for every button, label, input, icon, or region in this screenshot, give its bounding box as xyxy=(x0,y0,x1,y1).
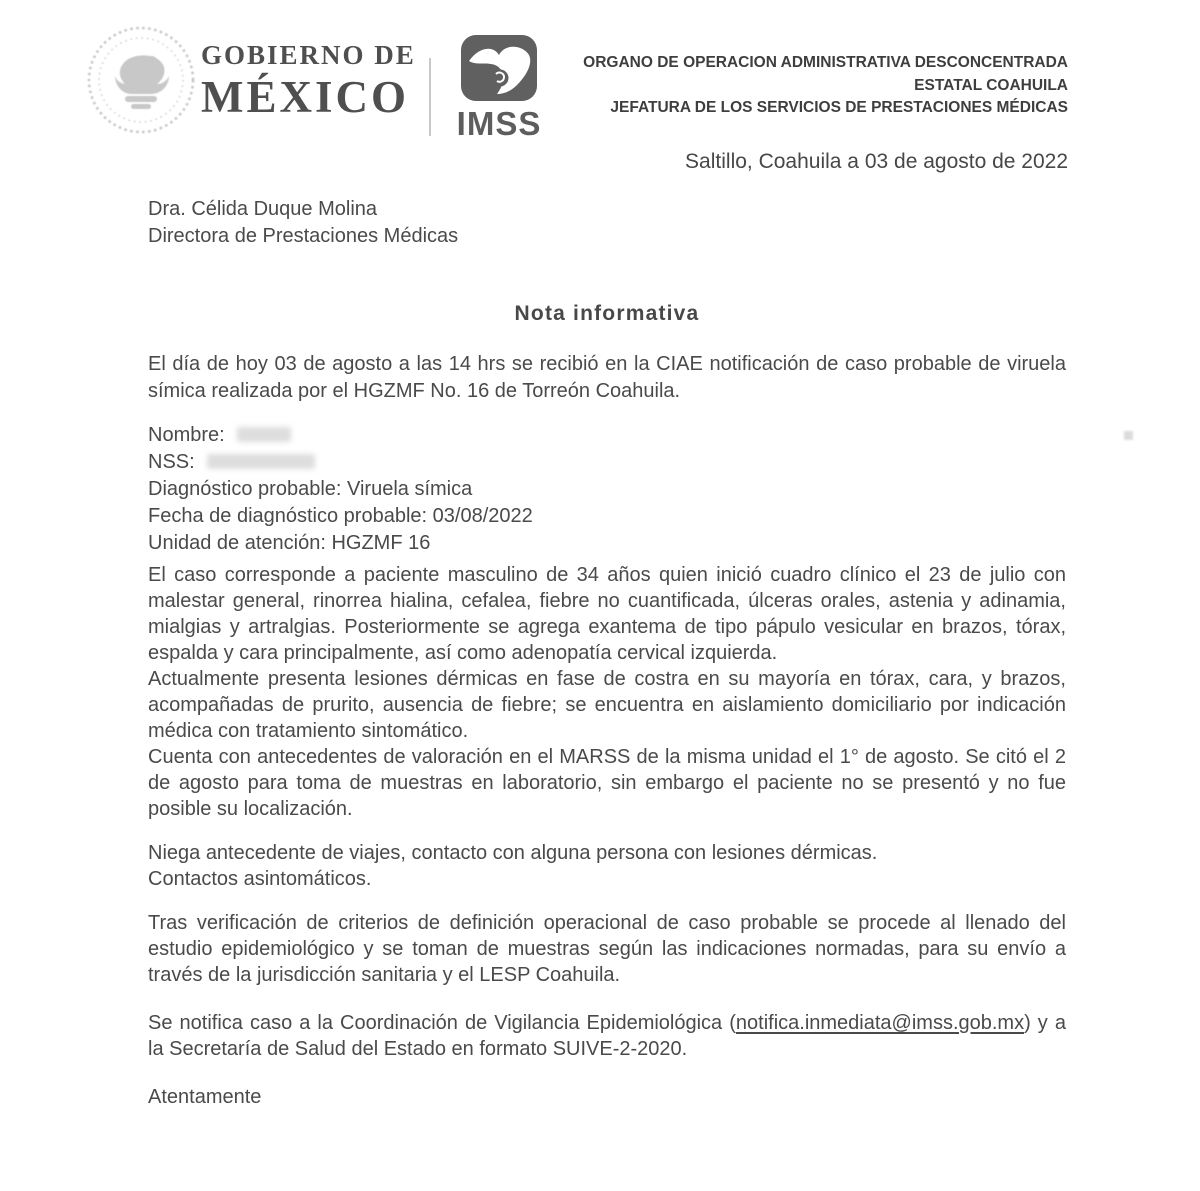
paragraph-niega: Niega antecedente de viajes, contacto con alguna persona con lesiones dérmicas. xyxy=(148,842,878,864)
brand-line1: GOBIERNO DE xyxy=(201,40,416,70)
field-diagnostico: Diagnóstico probable: Viruela símica xyxy=(148,478,473,500)
verification-block xyxy=(148,910,1066,988)
org-line-2: ESTATAL COAHUILA xyxy=(914,76,1068,94)
letter-body xyxy=(148,0,1066,1110)
redacted-nss-number xyxy=(207,454,315,469)
field-label-nss: NSS: xyxy=(148,451,195,473)
antecedents-block xyxy=(148,840,1066,892)
paragraph-actualmente: Actualmente presenta lesiones dérmicas en fase de costra en su mayoría en tórax, cara, y brazos, acompañadas de prurito, ausencia de fiebre; se encuentra en aislamiento domiciliario por indicación médica con tratamiento sintomático. xyxy=(148,668,1066,742)
field-unidad-atencion: Unidad de atención: HGZMF 16 xyxy=(148,532,431,554)
recipient-block xyxy=(148,196,1066,250)
brand-line2: MÉXICO xyxy=(201,72,409,122)
intro-paragraph: El día de hoy 03 de agosto a las 14 hrs se recibió en la CIAE notificación de caso probable de viruela símica realizada por el HGZMF No. 16 de Torreón Coahuila. xyxy=(148,353,1066,402)
paragraph-notifica xyxy=(148,1010,1066,1062)
recipient-name: Dra. Célida Duque Molina xyxy=(148,198,378,220)
closing-block xyxy=(148,1084,1066,1110)
scan-artifact-dot xyxy=(1124,431,1133,440)
closing-atentamente: Atentamente xyxy=(148,1086,262,1108)
case-fields-block xyxy=(148,422,1066,557)
paragraph-tras: Tras verificación de criterios de definición operacional de caso probable se procede al llenado del estudio epidemiológico y se toman de muestras según las indicaciones normadas, para su envío a través de la jurisdicción sanitaria y el LESP Coahuila. xyxy=(148,912,1066,986)
notification-block xyxy=(148,1010,1066,1062)
imss-wordmark: IMSS xyxy=(456,105,542,142)
intro-paragraph-block xyxy=(148,351,1066,405)
notification-text-after: ) y a la Secretaría de Salud del Estado en formato SUIVE-2-2020. xyxy=(148,1012,1066,1060)
redacted-patient-name xyxy=(237,427,291,442)
org-line-1: ORGANO DE OPERACION ADMINISTRATIVA DESCONCENTRADA xyxy=(583,54,1068,71)
paragraph-contactos: Contactos asintomáticos. xyxy=(148,868,372,890)
notification-email-link[interactable]: notifica.inmediata@imss.gob.mx xyxy=(735,1012,1025,1034)
clinical-description-block xyxy=(148,562,1066,822)
field-nombre xyxy=(148,422,1066,449)
paragraph-cuenta: Cuenta con antecedentes de valoración en el MARSS de la misma unidad el 1° de agosto. Se citó el 2 de agosto para toma de muestras en laboratorio, sin embargo el paciente no se presentó y no fue posible su localización. xyxy=(148,746,1066,820)
org-line-3: JEFATURA DE LOS SERVICIOS DE PRESTACIONES MÉDICAS xyxy=(610,99,1068,116)
field-label-nombre: Nombre: xyxy=(148,424,225,446)
document-title: Nota informativa xyxy=(514,302,700,325)
paragraph-caso: El caso corresponde a paciente masculino de 34 años quien inició cuadro clínico el 23 de julio con malestar general, rinorrea hialina, cefalea, fiebre no cuantificada, úlceras orales, astenia y adinamia, mialgias y artralgias. Posteriormente se agrega exantema de tipo pápulo vesicular en brazos, tórax, espalda y cara principalmente, así como adenopatía cervical izquierda. xyxy=(148,564,1066,664)
field-fecha-diagnostico: Fecha de diagnóstico probable: 03/08/2022 xyxy=(148,505,533,527)
field-nss xyxy=(148,449,1066,476)
dateline: Saltillo, Coahuila a 03 de agosto de 2022 xyxy=(685,150,1068,173)
recipient-title: Directora de Prestaciones Médicas xyxy=(148,225,459,247)
notification-text-before: Se notifica caso a la Coordinación de Vigilancia Epidemiológica ( xyxy=(148,1012,736,1034)
